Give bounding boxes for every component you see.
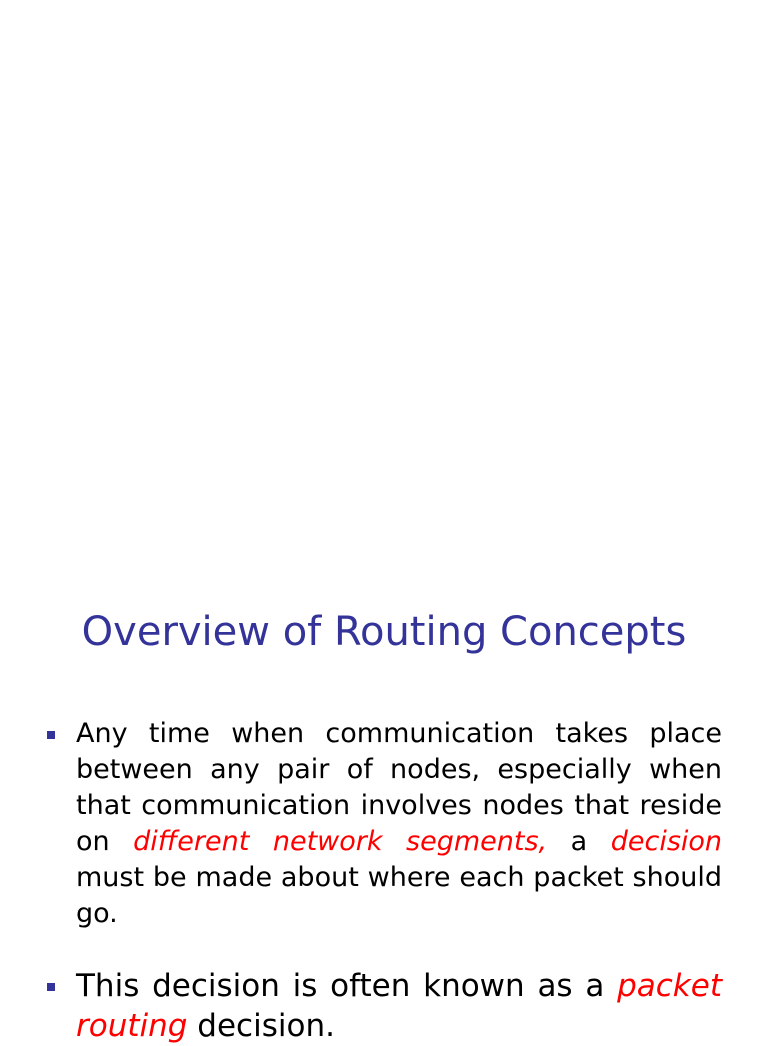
bullet-square-icon (47, 731, 55, 739)
bullet-text: This decision is often known as a (76, 968, 618, 1004)
bullet-text: Any time when communication takes place between any pair of nodes, especially when that communication involves nodes that reside on (76, 718, 722, 857)
bullet-square-icon (47, 983, 55, 991)
bullet-item (46, 966, 722, 1046)
bullet-text: decision. (187, 1008, 335, 1044)
emphasis-different-network-segments: different network segments, (133, 826, 548, 857)
bullet-text: a (547, 826, 611, 857)
emphasis-packet-routing: packet routing (76, 968, 722, 1044)
bullet-text: must be made about where each packet should go. (76, 862, 722, 929)
slide-title: Overview of Routing Concepts (81, 609, 687, 655)
bullet-list (46, 716, 722, 1046)
emphasis-decision: decision (610, 826, 723, 857)
bullet-item (46, 716, 722, 932)
